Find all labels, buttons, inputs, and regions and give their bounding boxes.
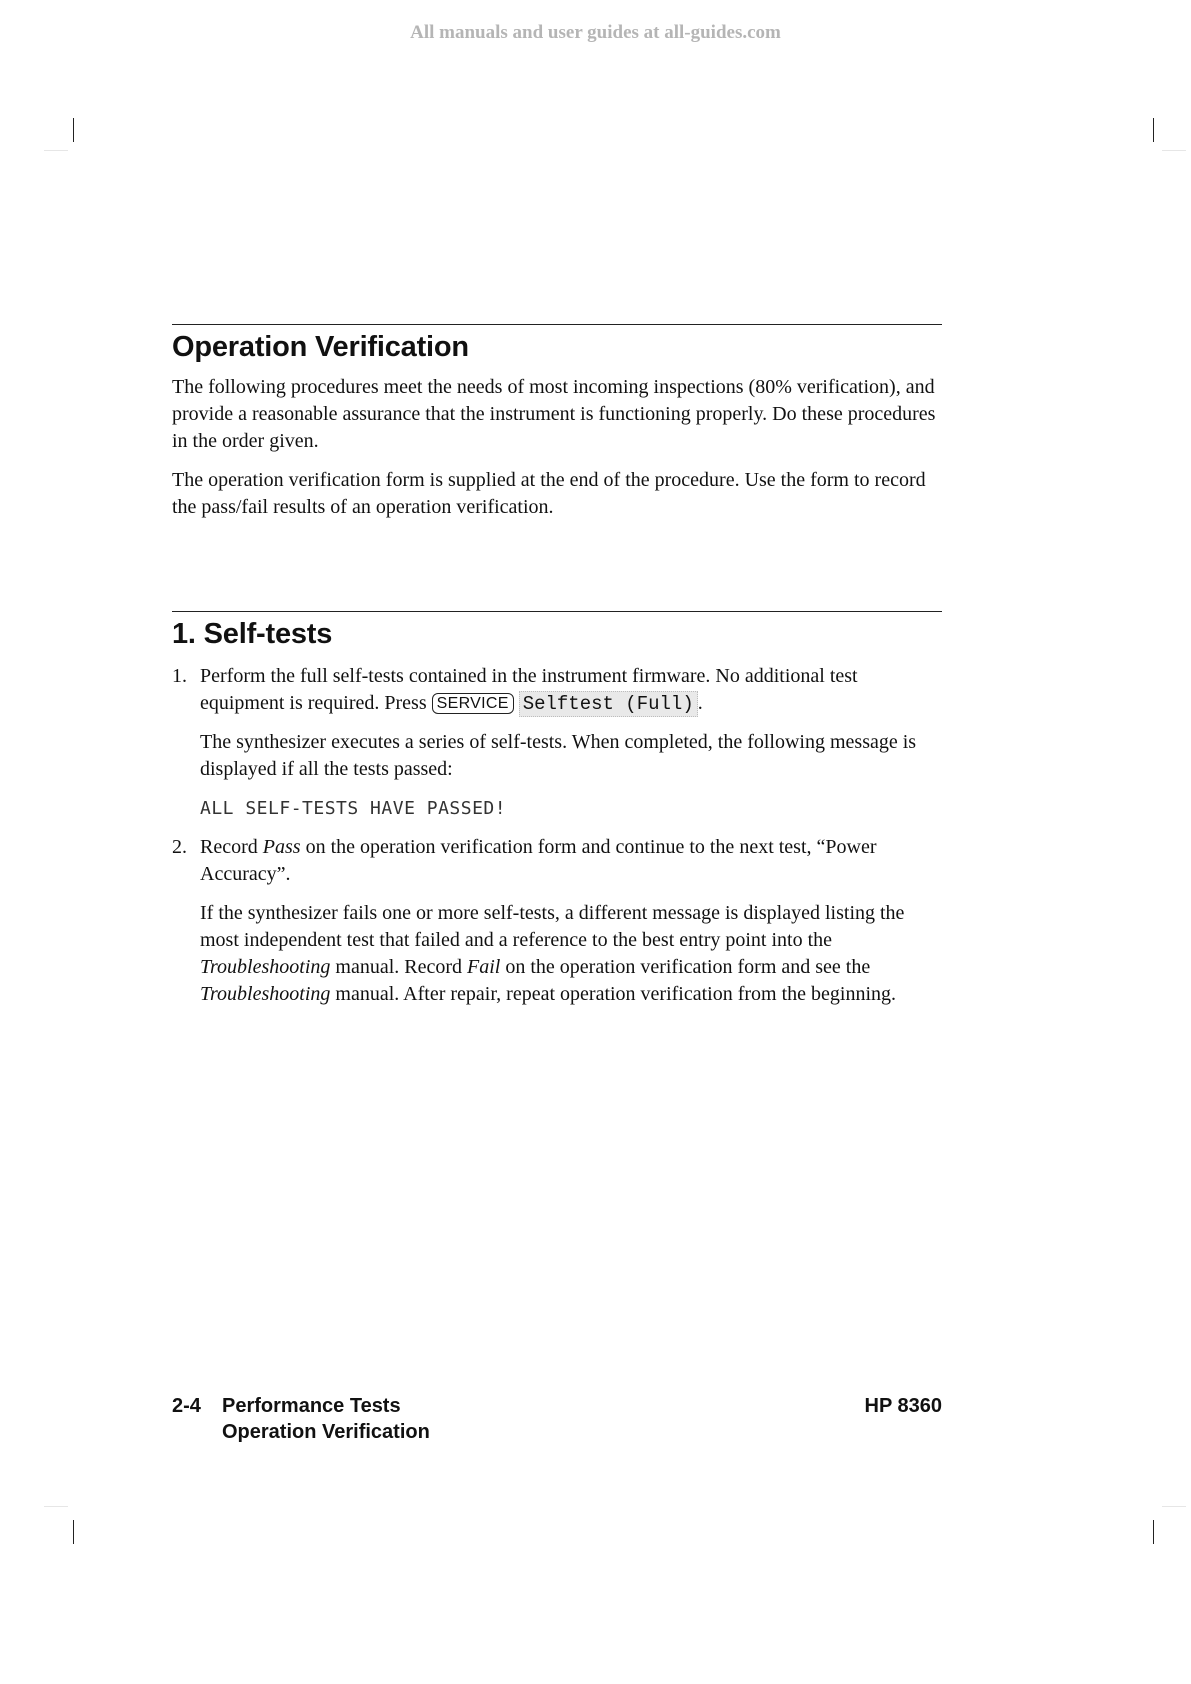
self-tests-section: [172, 611, 942, 1020]
step-list: [172, 663, 942, 1008]
step-2-text-a: Record: [200, 836, 263, 858]
section-title: Operation Verification: [172, 331, 469, 363]
page-footer: [172, 1393, 430, 1445]
page-number: 2-4: [172, 1395, 201, 1417]
step-2-text-b: on the operation verification form and continue to the next test, “Power Accuracy”.: [200, 836, 877, 885]
section-title: 1. Self-tests: [172, 618, 333, 650]
crop-mark: [1153, 1520, 1154, 1544]
intro-paragraph: The following procedures meet the needs of most incoming inspections (80% verification), and provide a reasonable assurance that the instrument is functioning properly. Do these procedures in the order given.: [172, 376, 936, 452]
crop-mark: [1153, 118, 1154, 142]
crop-mark: [44, 1506, 68, 1507]
failure-text-d: manual. After repair, repeat operation verification from the beginning.: [330, 983, 897, 1005]
form-paragraph: The operation verification form is supplied at the end of the procedure. Use the form to record the pass/fail results of an operation verification.: [172, 469, 926, 518]
crop-mark: [1162, 150, 1186, 151]
chapter-title: Performance Tests: [222, 1395, 401, 1417]
step-2: [172, 834, 942, 1008]
step-text: [200, 834, 942, 888]
crop-mark: [44, 150, 68, 151]
service-key: SERVICE: [432, 693, 514, 714]
crop-mark: [73, 118, 74, 142]
step-number: 1.: [172, 665, 187, 687]
step-1: [172, 663, 942, 822]
step-1-end: .: [697, 692, 703, 714]
section-rule: [172, 611, 942, 612]
failure-paragraph: [200, 900, 942, 1008]
troubleshooting-manual-ref: Troubleshooting: [200, 956, 331, 978]
crop-mark: [1162, 1506, 1186, 1507]
operation-verification-section: [172, 324, 942, 533]
step-1-explanation: The synthesizer executes a series of self-tests. When completed, the following message is displayed if all the tests passed:: [200, 731, 917, 780]
troubleshooting-manual-ref: Troubleshooting: [200, 983, 331, 1005]
step-1-text: Perform the full self-tests contained in the instrument firmware. No additional test equipment is required. Press: [200, 665, 858, 714]
footer-subsection: Operation Verification: [222, 1421, 430, 1443]
failure-text-c: on the operation verification form and see the: [500, 956, 871, 978]
step-text: [200, 663, 942, 717]
failure-text-b: manual. Record: [330, 956, 468, 978]
crop-mark: [73, 1520, 74, 1544]
display-message: ALL SELF-TESTS HAVE PASSED!: [200, 798, 507, 819]
watermark: All manuals and user guides at all-guides.com: [410, 22, 781, 43]
failure-text-a: If the synthesizer fails one or more self-tests, a different message is displayed listing the most independent test that failed and a reference to the best entry point into the: [200, 902, 905, 951]
step-number: 2.: [172, 836, 187, 858]
pass-term: Pass: [262, 836, 301, 858]
model-number: HP 8360: [864, 1395, 942, 1417]
selftest-full-softkey: Selftest (Full): [519, 691, 698, 717]
fail-term: Fail: [467, 956, 501, 978]
section-rule: [172, 324, 942, 325]
